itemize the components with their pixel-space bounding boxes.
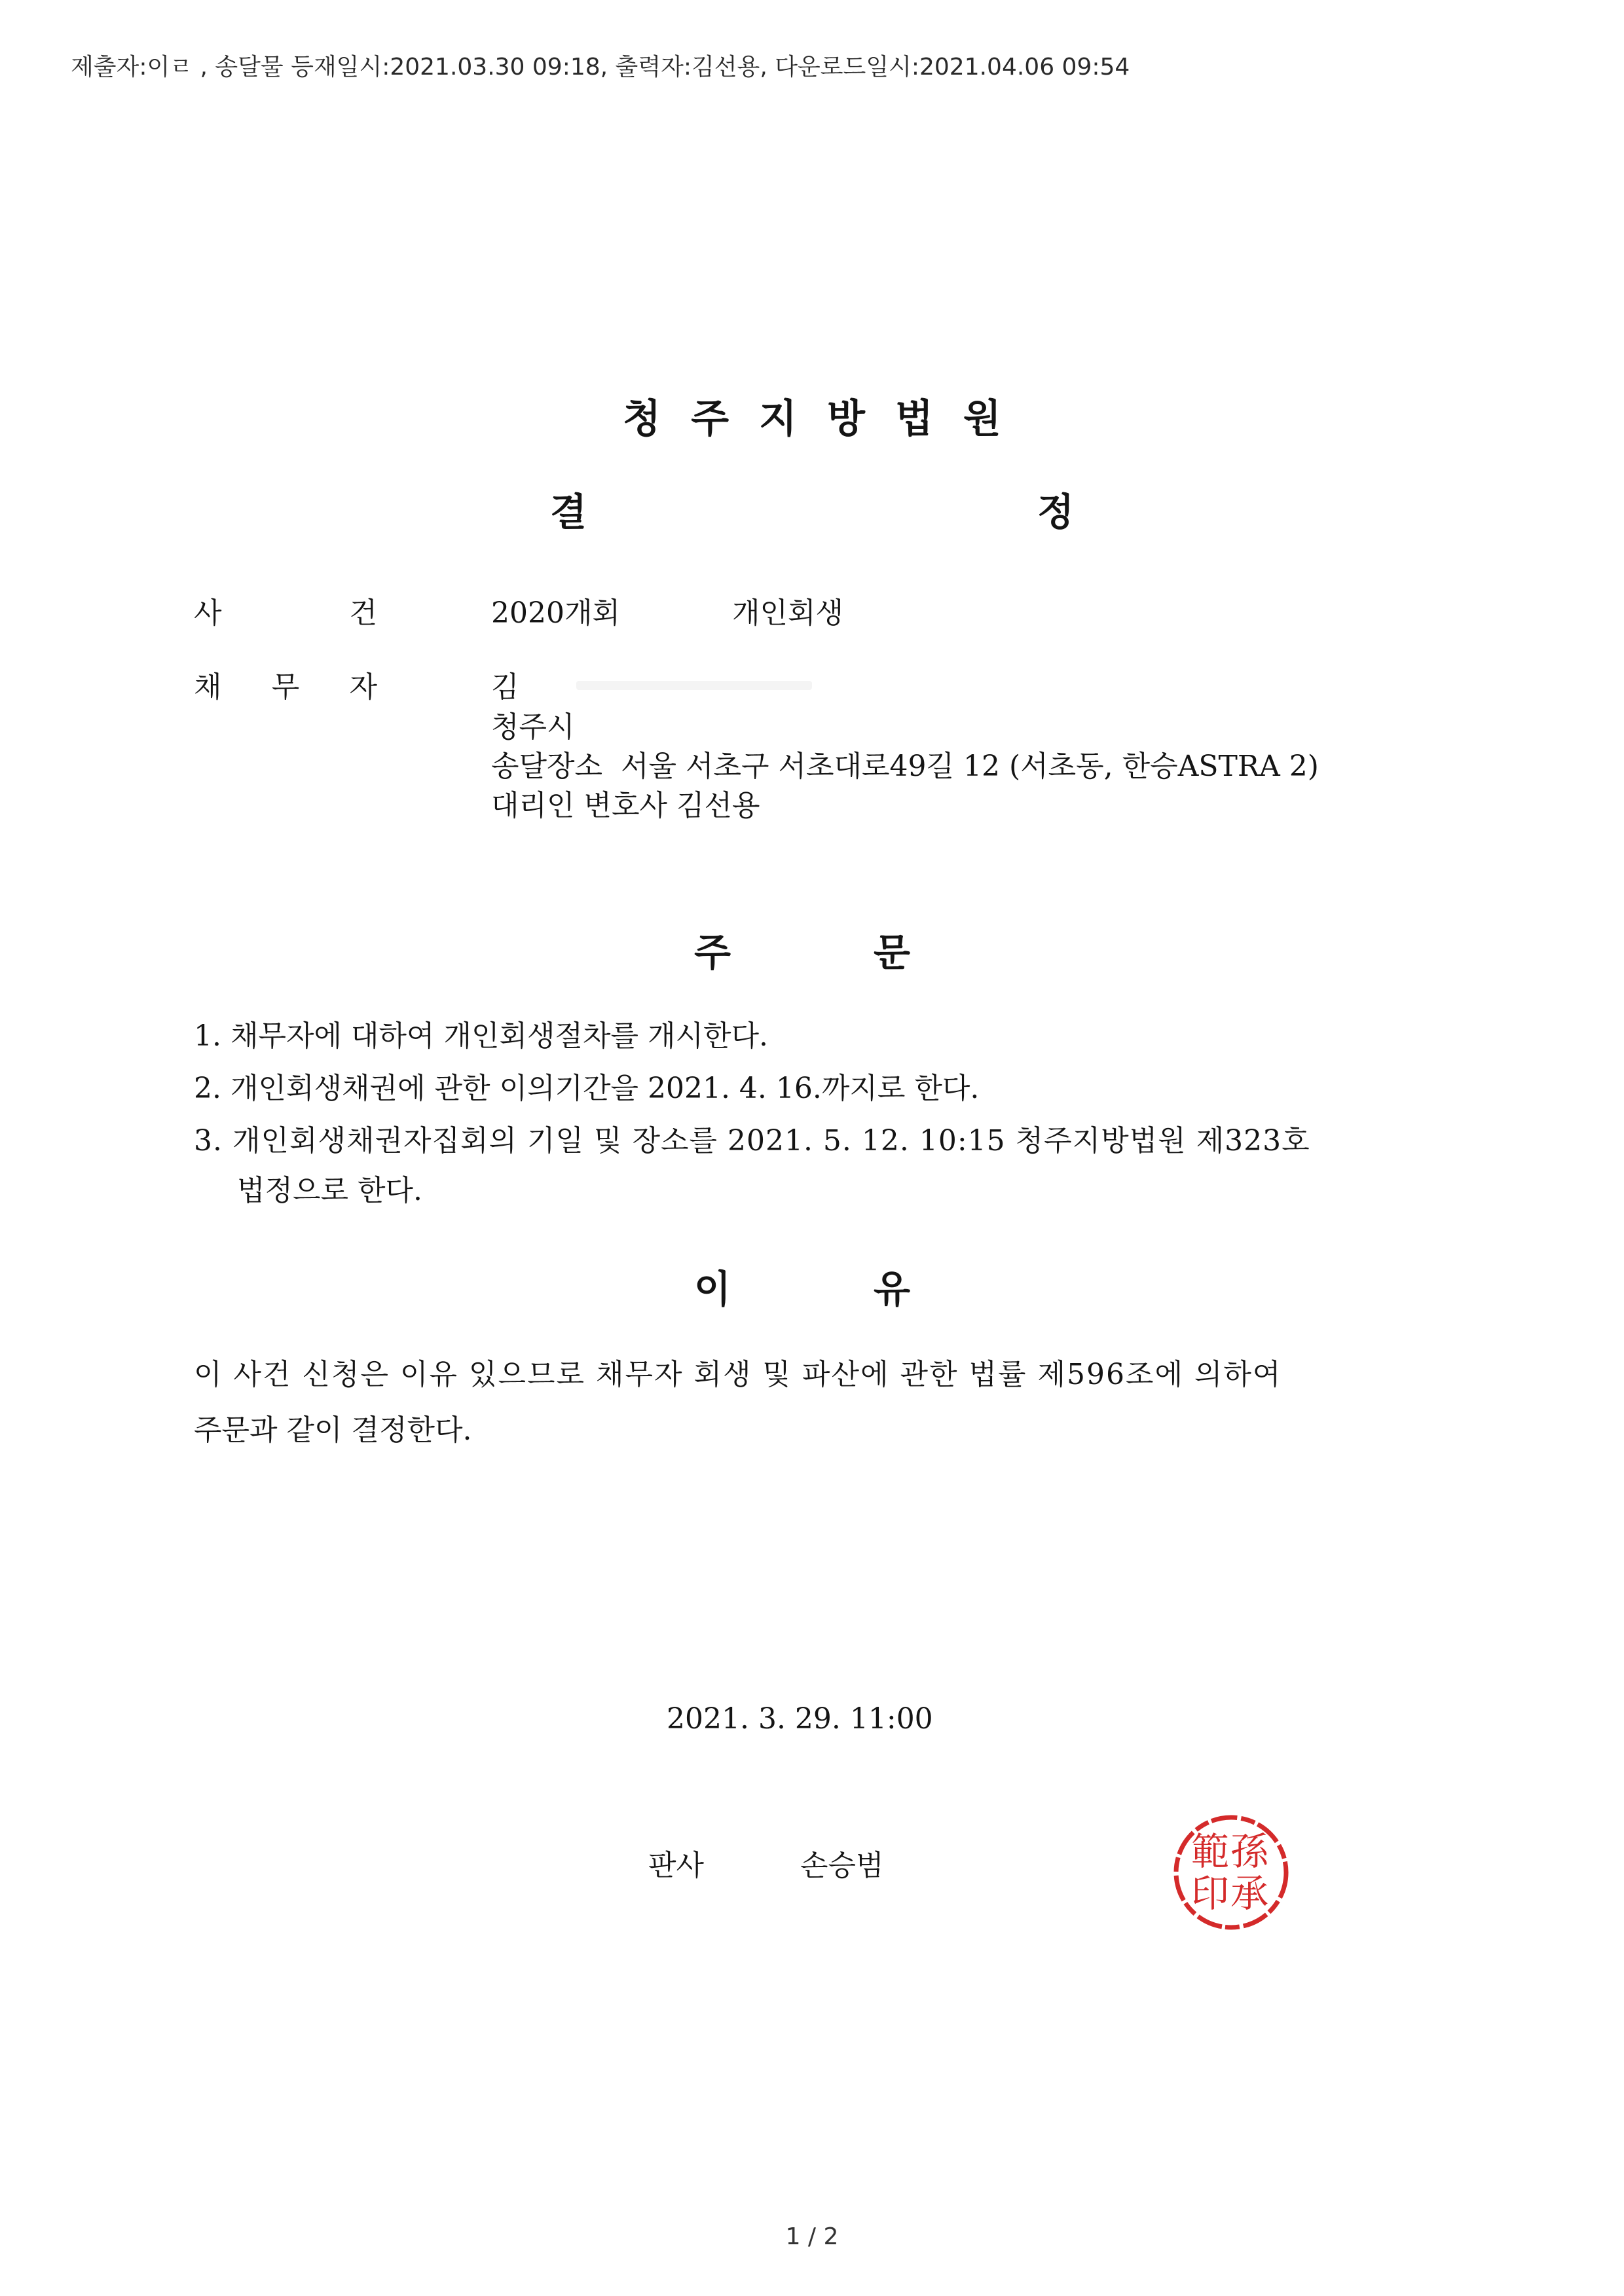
seal-char: 孫 [1230,1829,1269,1874]
page-number: 1 / 2 [785,2223,839,2250]
order-item-3-continued: 법정으로 한다. [237,1174,422,1207]
seal-char: 承 [1230,1871,1269,1916]
debtor-label: 채 무 자 [194,670,377,704]
seal-char: 範 [1190,1829,1230,1874]
heading-char: 이 [694,1267,731,1311]
redacted-area [576,681,812,690]
delivery-place [491,742,1319,784]
heading-char: 결 [550,490,587,534]
reason-heading [694,1258,910,1313]
order-item-2: 2. 개인회생채권에 관한 이의기간을 2021. 4. 16.까지로 한다. [194,1072,980,1105]
seal-char: 印 [1190,1871,1230,1916]
order-heading [694,922,910,977]
debtor-address: 청주시 [491,710,575,744]
decision-date: 2021. 3. 29. 11:00 [667,1702,933,1736]
heading-char: 문 [873,930,910,975]
case-type: 개인회생 [732,596,844,630]
judge-name: 손승범 [800,1849,884,1882]
order-item-1: 1. 채무자에 대하여 개인회생절차를 개시한다. [194,1019,768,1053]
reason-line-1: 이 사건 신청은 이유 있으므로 채무자 회생 및 파산에 관한 법률 제596조에 의하여 [194,1358,1282,1391]
heading-char: 주 [694,930,731,975]
case-number: 2020개회 [491,596,620,630]
reason-line-2: 주문과 같이 결정한다. [194,1413,472,1447]
legal-agent: 대리인 변호사 김선용 [491,789,760,822]
judge-seal-icon [1166,1807,1297,1938]
case-label: 사 건 [194,596,377,630]
delivery-label: 송달장소 [491,750,603,783]
document-type-heading [550,481,1074,536]
header-metadata: 제출자:이ㄹ , 송달물 등재일시:2021.03.30 09:18, 출력자:김선용, 다운로드일시:2021.04.06 09:54 [71,54,1130,81]
heading-char: 정 [1037,490,1074,534]
judge-title: 판사 [648,1849,705,1882]
court-name: 청주지방법원 [623,396,1031,442]
order-item-3: 3. 개인회생채권자집회의 기일 및 장소를 2021. 5. 12. 10:15 청주지방법원 제323호 [194,1124,1310,1157]
delivery-address: 서울 서초구 서초대로49길 12 (서초동, 한승ASTRA 2) [621,750,1319,783]
heading-char: 유 [873,1267,910,1311]
debtor-name: 김 [491,670,519,704]
